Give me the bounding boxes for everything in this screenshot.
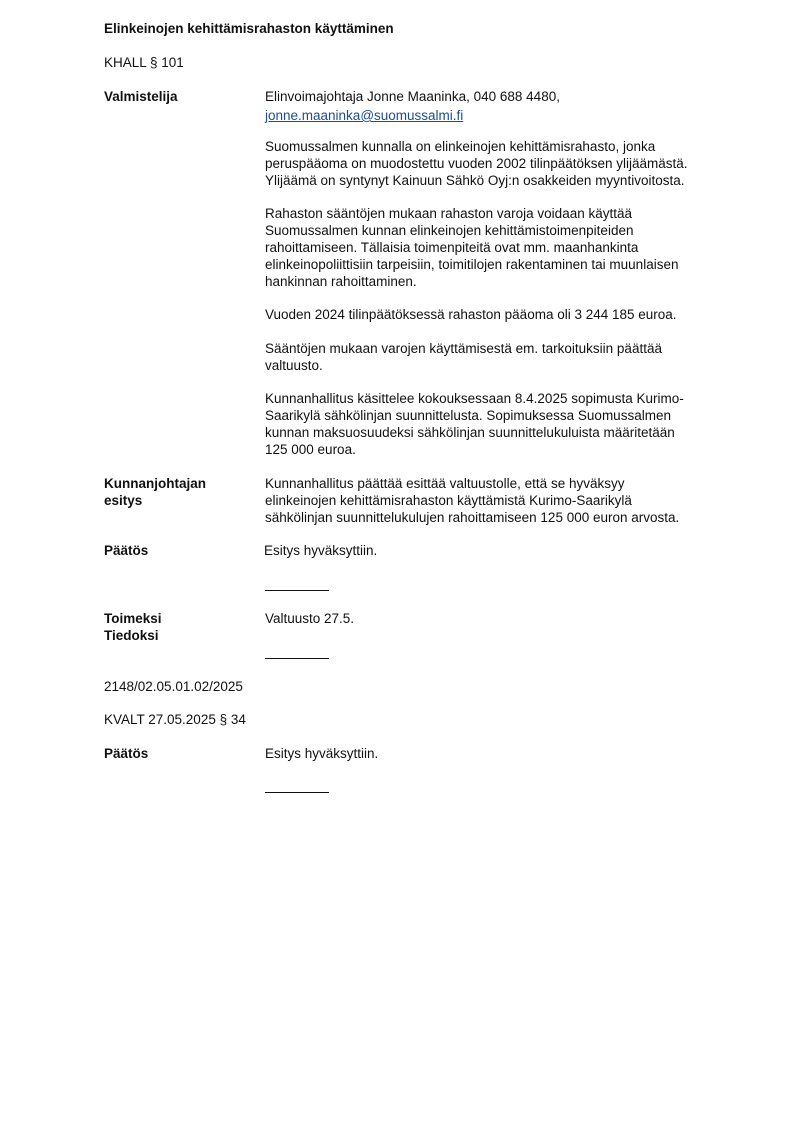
- tiedoksi-label: Tiedoksi: [104, 628, 159, 643]
- paragraph-line: Suomussalmen kunnalla on elinkeinojen kehittämisrahasto, jonka: [265, 139, 656, 154]
- paragraph-fund-capital: [265, 306, 735, 323]
- paatos-label-council: Päätös: [104, 746, 149, 761]
- esitys-text: [265, 475, 735, 526]
- paragraph-line: Kunnanhallitus päättää esittää valtuustolle, että se hyväksyy: [265, 476, 625, 491]
- paragraph-line: kunnan maksuosuudeksi sähkölinjan suunnittelukuluista määritetään: [265, 425, 675, 440]
- paragraph-decision-authority: [265, 340, 735, 374]
- paragraph-line: Sääntöjen mukaan varojen käyttämisestä em. tarkoituksiin päättää: [265, 341, 662, 356]
- toimeksi-label: Toimeksi: [104, 611, 162, 626]
- paragraph-line: Kunnanhallitus käsittelee kokouksessaan 8.4.2025 sopimusta Kurimo-: [265, 391, 684, 406]
- separator-line: [265, 792, 329, 793]
- paragraph-power-line-agreement: [265, 390, 735, 458]
- paragraph-line: elinkeinopoliittisiin tarpeisiin, toimitilojen rakentaminen tai muunlaisen: [265, 257, 679, 272]
- kvalt-reference: KVALT 27.05.2025 § 34: [104, 712, 246, 727]
- paragraph-line: hankinnan rahoittaminen.: [265, 274, 417, 289]
- paatos-text: Esitys hyväksyttiin.: [264, 543, 378, 558]
- separator-line: [265, 590, 329, 591]
- paragraph-line: sähkölinjan suunnittelukulujen rahoittamiseen 125 000 euron arvosta.: [265, 510, 680, 525]
- paatos-text-council: Esitys hyväksyttiin.: [265, 746, 379, 761]
- separator-line: [265, 658, 329, 659]
- valmistelija-label: Valmistelija: [104, 89, 178, 104]
- paragraph-fund-background: [265, 138, 735, 189]
- toimeksi-recipient: Valtuusto 27.5.: [265, 611, 355, 626]
- paragraph-line: 125 000 euroa.: [265, 442, 356, 457]
- diary-number: 2148/02.05.01.02/2025: [104, 679, 243, 694]
- paragraph-line: Suomussalmen kunnan elinkeinojen kehittämistoimenpiteiden: [265, 223, 634, 238]
- document-title: Elinkeinojen kehittämisrahaston käyttäminen: [104, 21, 394, 36]
- valmistelija-name: Elinvoimajohtaja Jonne Maaninka, 040 688 4480,: [265, 89, 560, 104]
- esitys-label-line2: esitys: [104, 493, 143, 508]
- paragraph-line: Rahaston sääntöjen mukaan rahaston varoja voidaan käyttää: [265, 206, 632, 221]
- paragraph-fund-rules: [265, 205, 735, 290]
- paragraph-line: peruspääoma on muodostettu vuoden 2002 tilinpäätöksen ylijäämästä.: [265, 156, 688, 171]
- paragraph-line: Vuoden 2024 tilinpäätöksessä rahaston pääoma oli 3 244 185 euroa.: [265, 307, 677, 322]
- valmistelija-email-link[interactable]: jonne.maaninka@suomussalmi.fi: [265, 108, 464, 123]
- paragraph-line: valtuusto.: [265, 358, 323, 373]
- paragraph-line: Ylijäämä on syntynyt Kainuun Sähkö Oyj:n osakkeiden myyntivoitosta.: [265, 173, 685, 188]
- esitys-label-line1: Kunnanjohtajan: [104, 476, 206, 491]
- paatos-label: Päätös: [104, 543, 149, 558]
- paragraph-line: rahoittamiseen. Tällaisia toimenpiteitä ovat mm. maanhankinta: [265, 240, 639, 255]
- khall-reference: KHALL § 101: [104, 55, 184, 70]
- paragraph-line: Saarikylä sähkölinjan suunnittelusta. Sopimuksessa Suomussalmen: [265, 408, 671, 423]
- paragraph-line: elinkeinojen kehittämisrahaston käyttämistä Kurimo-Saarikylä: [265, 493, 632, 508]
